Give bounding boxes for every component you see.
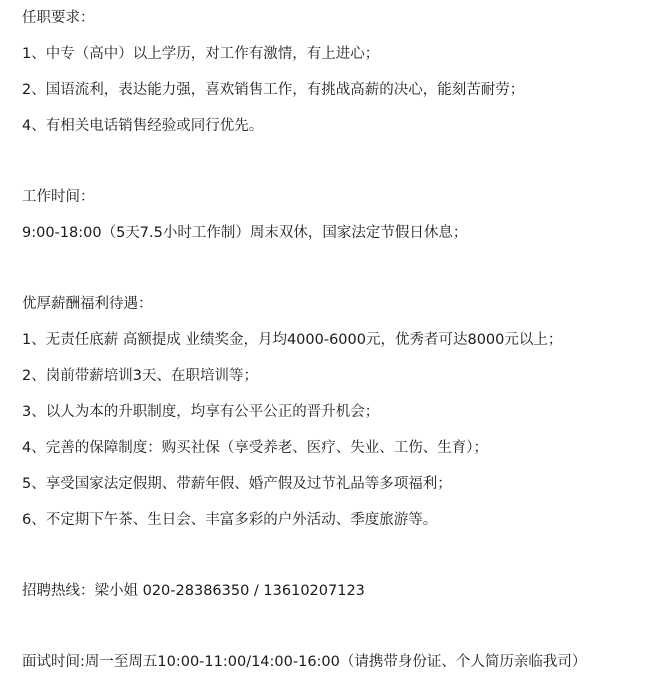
- requirement-item: 2、国语流利，表达能力强，喜欢销售工作，有挑战高薪的决心，能刻苦耐劳；: [22, 82, 525, 98]
- requirement-item: 4、有相关电话销售经验或同行优先。: [22, 118, 264, 134]
- benefit-item: 1、无责任底薪 高额提成 业绩奖金，月均4000-6000元，优秀者可达8000元以上；: [22, 332, 563, 348]
- hotline: 招聘热线：梁小姐 020-28386350 / 13610207123: [22, 583, 365, 599]
- interview-time: 面试时间:周一至周五10:00-11:00/14:00-16:00（请携带身份证、个人简历亲临我司）: [22, 654, 587, 670]
- benefit-item: 4、完善的保障制度：购买社保（享受养老、医疗、失业、工伤、生育）；: [22, 440, 488, 456]
- benefit-item: 3、以人为本的升职制度，均享有公平公正的晋升机会；: [22, 404, 380, 420]
- requirements-heading: 任职要求：: [22, 10, 95, 26]
- benefit-item: 6、不定期下午茶、生日会、丰富多彩的户外活动、季度旅游等。: [22, 512, 438, 528]
- benefit-item: 5、享受国家法定假期、带薪年假、婚产假及过节礼品等多项福利；: [22, 476, 452, 492]
- benefit-item: 2、岗前带薪培训3天、在职培训等；: [22, 368, 258, 384]
- requirement-item: 1、中专（高中）以上学历，对工作有激情，有上进心；: [22, 46, 380, 62]
- work-time-heading: 工作时间：: [22, 189, 95, 205]
- work-time-detail: 9:00-18:00（5天7.5小时工作制）周末双休，国家法定节假日休息；: [22, 225, 468, 241]
- benefits-heading: 优厚薪酬福利待遇：: [22, 296, 153, 312]
